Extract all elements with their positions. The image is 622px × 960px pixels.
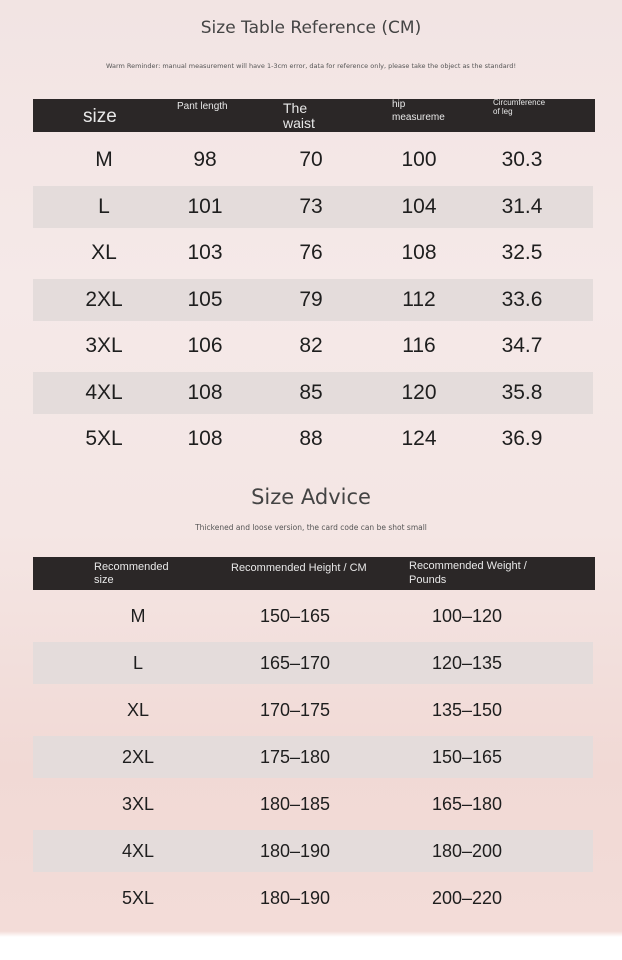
- cell-size: 5XL: [85, 427, 123, 450]
- cell-hip: 120: [401, 380, 437, 404]
- cell-weight: 150–165: [431, 747, 503, 767]
- cell-weight: 180–200: [431, 841, 503, 861]
- header-waist-line2: waist: [283, 115, 315, 131]
- size-table-title: Size Table Reference (CM): [200, 18, 422, 38]
- cell-leg: 35.8: [501, 380, 543, 404]
- cell-pant-length: 105: [187, 287, 223, 311]
- cell-height: 180–190: [259, 888, 331, 908]
- header-size: size: [83, 106, 117, 127]
- header-waist-line1: The: [283, 100, 308, 116]
- header-rec-size-line2: size: [94, 574, 114, 586]
- cell-hip: 124: [401, 427, 437, 450]
- size-advice-header: [33, 557, 595, 590]
- cell-leg: 31.4: [501, 194, 543, 218]
- cell-pant-length: 108: [187, 427, 223, 450]
- cell-size: M: [130, 606, 146, 626]
- cell-waist: 76: [299, 241, 323, 264]
- header-leg-line1: Circumference: [493, 98, 546, 107]
- cell-size: 5XL: [121, 888, 155, 908]
- cell-pant-length: 101: [187, 194, 223, 218]
- cell-size: 4XL: [121, 841, 155, 861]
- cell-waist: 73: [299, 194, 323, 218]
- size-advice-row: [33, 595, 593, 637]
- cell-pant-length: 103: [187, 241, 223, 264]
- cell-leg: 30.3: [501, 148, 543, 171]
- cell-height: 150–165: [259, 606, 331, 626]
- size-advice-row: [33, 642, 593, 684]
- header-rec-weight-line2: Pounds: [409, 574, 447, 586]
- cell-waist: 88: [299, 427, 323, 450]
- cell-weight: 200–220: [431, 888, 503, 908]
- cell-size: 4XL: [85, 380, 123, 404]
- size-table-row: [33, 418, 593, 460]
- size-advice-row: [33, 689, 593, 731]
- cell-hip: 100: [401, 148, 437, 171]
- size-table-row: [33, 186, 593, 228]
- cell-height: 180–185: [259, 794, 331, 814]
- cell-weight: 135–150: [431, 700, 503, 720]
- cell-pant-length: 108: [187, 380, 223, 404]
- cell-leg: 34.7: [501, 334, 543, 357]
- cell-hip: 104: [401, 194, 437, 218]
- cell-leg: 32.5: [501, 241, 543, 264]
- size-table-header: [33, 99, 595, 132]
- cell-size: 3XL: [121, 794, 155, 814]
- header-hip-line1: hip: [392, 99, 406, 110]
- size-table-row: [33, 232, 593, 274]
- header-rec-height: Recommended Height / CM: [231, 562, 367, 574]
- cell-size: M: [95, 148, 113, 171]
- cell-size: 3XL: [85, 334, 123, 357]
- cell-size: L: [132, 653, 144, 673]
- cell-hip: 108: [401, 241, 437, 264]
- cell-weight: 165–180: [431, 794, 503, 814]
- cell-hip: 112: [402, 287, 436, 311]
- header-rec-size-line1: Recommended: [94, 561, 169, 573]
- cell-size: XL: [91, 241, 117, 264]
- cell-pant-length: 106: [187, 334, 223, 357]
- size-advice-row: [33, 877, 593, 919]
- cell-waist: 70: [299, 148, 323, 171]
- size-table-row: [33, 325, 593, 367]
- cell-leg: 36.9: [501, 427, 543, 450]
- size-table-row: [33, 279, 593, 321]
- size-advice-row: [33, 736, 593, 778]
- header-pant-length: Pant length: [177, 101, 228, 112]
- header-leg-line2: of leg: [493, 107, 513, 116]
- cell-hip: 116: [402, 334, 436, 357]
- cell-waist: 85: [299, 380, 323, 404]
- cell-size: L: [98, 194, 110, 218]
- cell-height: 180–190: [259, 841, 331, 861]
- size-table-note: Warm Reminder: manual measurement will have 1-3cm error, data for reference only, please take the object as the standard!: [105, 62, 517, 70]
- cell-weight: 120–135: [431, 653, 503, 673]
- cell-size: XL: [126, 700, 150, 720]
- size-table-row: [33, 372, 593, 414]
- size-advice-note: Thickened and loose version, the card code can be shot small: [195, 523, 427, 532]
- cell-weight: 100–120: [431, 606, 503, 626]
- cell-height: 165–170: [259, 653, 331, 673]
- cell-pant-length: 98: [193, 148, 217, 171]
- cell-size: 2XL: [85, 287, 123, 311]
- size-advice-title: Size Advice: [251, 485, 371, 509]
- size-advice-row: [33, 783, 593, 825]
- cell-waist: 82: [299, 334, 323, 357]
- cell-size: 2XL: [121, 747, 155, 767]
- header-rec-weight-line1: Recommended Weight /: [409, 560, 527, 572]
- cell-height: 170–175: [259, 700, 331, 720]
- header-hip-line2: measureme: [392, 112, 445, 123]
- cell-waist: 79: [299, 287, 323, 311]
- size-table-row: [33, 139, 593, 181]
- cell-leg: 33.6: [501, 287, 543, 311]
- cell-height: 175–180: [259, 747, 331, 767]
- size-advice-row: [33, 830, 593, 872]
